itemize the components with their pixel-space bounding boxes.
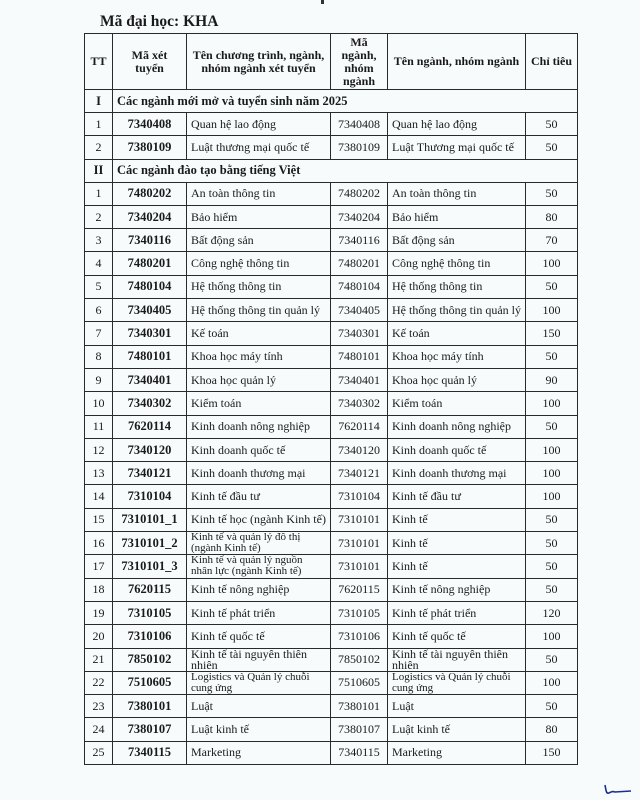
cell-ten-nganh: Kế toán <box>388 322 526 345</box>
table-row <box>85 322 578 345</box>
cell-chi-tieu: 50 <box>526 182 578 205</box>
cell-ma-xet-tuyen: 7310101_3 <box>113 555 187 578</box>
cell-ma-xet-tuyen: 7380101 <box>113 695 187 718</box>
table-row <box>85 368 578 391</box>
table-row <box>85 205 578 228</box>
cell-chi-tieu: 50 <box>526 555 578 578</box>
cell-ten-chuong-trinh: Kinh tế nông nghiệp <box>187 578 331 601</box>
cell-ten-chuong-trinh: Luật <box>187 695 331 718</box>
cell-ma-nganh: 7620114 <box>331 415 388 438</box>
header-tt: TT <box>85 34 113 90</box>
cell-ten-chuong-trinh: Luật kinh tế <box>187 718 331 741</box>
cell-ma-xet-tuyen: 7340120 <box>113 438 187 461</box>
table-row <box>85 578 578 601</box>
header-ten-nganh: Tên ngành, nhóm ngành <box>388 34 526 90</box>
cell-ma-xet-tuyen: 7310101_1 <box>113 508 187 531</box>
cell-ten-chuong-trinh: Hệ thống thông tin <box>187 275 331 298</box>
table-row <box>85 741 578 764</box>
cell-ten-nganh: Logistics và Quản lý chuỗi cung ứng <box>388 671 526 694</box>
cell-chi-tieu: 50 <box>526 345 578 368</box>
cell-ten-chuong-trinh: Luật thương mại quốc tế <box>187 136 331 159</box>
cell-ma-nganh: 7480201 <box>331 252 388 275</box>
cell-tt: 1 <box>85 182 113 205</box>
cell-ten-chuong-trinh: Khoa học máy tính <box>187 345 331 368</box>
cell-tt: 2 <box>85 205 113 228</box>
table-row <box>85 485 578 508</box>
cell-tt: 24 <box>85 718 113 741</box>
section-row <box>85 90 578 113</box>
cell-ma-xet-tuyen: 7620115 <box>113 578 187 601</box>
cell-ma-xet-tuyen: 7480104 <box>113 275 187 298</box>
cell-tt: 17 <box>85 555 113 578</box>
cell-ten-chuong-trinh: Kinh doanh thương mại <box>187 462 331 485</box>
cell-ma-xet-tuyen: 7480201 <box>113 252 187 275</box>
cell-chi-tieu: 100 <box>526 392 578 415</box>
cell-ten-nganh: Kinh doanh nông nghiệp <box>388 415 526 438</box>
cell-ten-nganh: Hệ thống thông tin <box>388 275 526 298</box>
table-row <box>85 462 578 485</box>
cell-tt: 18 <box>85 578 113 601</box>
admissions-table <box>84 33 578 765</box>
cell-ten-chuong-trinh: Logistics và Quản lý chuỗi cung ứng <box>187 671 331 694</box>
cell-ten-nganh: Luật Thương mại quốc tế <box>388 136 526 159</box>
header-ma-nganh: Mã ngành, nhóm ngành <box>331 34 388 90</box>
cell-ten-nganh: Kinh doanh quốc tế <box>388 438 526 461</box>
cell-ma-nganh: 7340401 <box>331 368 388 391</box>
cell-ten-nganh: Quan hệ lao động <box>388 113 526 136</box>
cell-chi-tieu: 50 <box>526 648 578 671</box>
cell-chi-tieu: 50 <box>526 578 578 601</box>
cell-chi-tieu: 100 <box>526 671 578 694</box>
section-title: Các ngành đào tạo bằng tiếng Việt <box>113 159 578 182</box>
cell-ma-xet-tuyen: 7380107 <box>113 718 187 741</box>
cell-ten-chuong-trinh: Kinh tế đầu tư <box>187 485 331 508</box>
section-numeral: I <box>85 90 113 113</box>
cell-ten-nganh: Khoa học máy tính <box>388 345 526 368</box>
cell-tt: 11 <box>85 415 113 438</box>
cell-ten-nganh: Kinh doanh thương mại <box>388 462 526 485</box>
cell-ten-nganh: Hệ thống thông tin quản lý <box>388 299 526 322</box>
cell-ma-nganh: 7340115 <box>331 741 388 764</box>
cell-ten-chuong-trinh: An toàn thông tin <box>187 182 331 205</box>
cell-ten-nganh: Kinh tế quốc tế <box>388 625 526 648</box>
cell-tt: 6 <box>85 299 113 322</box>
table-row <box>85 415 578 438</box>
cell-ten-chuong-trinh: Kinh tế và quản lý đô thị (ngành Kinh tế) <box>187 532 331 555</box>
cell-chi-tieu: 100 <box>526 252 578 275</box>
cell-tt: 15 <box>85 508 113 531</box>
header-ten-chuong-trinh: Tên chương trình, ngành, nhóm ngành xét tuyển <box>187 34 331 90</box>
cell-ma-xet-tuyen: 7340408 <box>113 113 187 136</box>
cell-chi-tieu: 100 <box>526 485 578 508</box>
cell-ten-chuong-trinh: Kinh tế học (ngành Kinh tế) <box>187 508 331 531</box>
table-row <box>85 182 578 205</box>
table-row <box>85 229 578 252</box>
cell-tt: 16 <box>85 532 113 555</box>
cell-chi-tieu: 50 <box>526 113 578 136</box>
cell-ma-xet-tuyen: 7380109 <box>113 136 187 159</box>
cell-ten-chuong-trinh: Kinh tế và quản lý nguồn nhân lực (ngành Kinh tế) <box>187 555 331 578</box>
cell-chi-tieu: 80 <box>526 205 578 228</box>
cell-ma-xet-tuyen: 7340301 <box>113 322 187 345</box>
cell-ma-nganh: 7340301 <box>331 322 388 345</box>
table-row <box>85 625 578 648</box>
section-row <box>85 159 578 182</box>
cell-ten-nganh: Kinh tế nông nghiệp <box>388 578 526 601</box>
cell-tt: 8 <box>85 345 113 368</box>
table-row <box>85 275 578 298</box>
cell-ten-chuong-trinh: Marketing <box>187 741 331 764</box>
table-row <box>85 113 578 136</box>
cell-ma-nganh: 7340204 <box>331 205 388 228</box>
table-row <box>85 508 578 531</box>
cell-tt: 3 <box>85 229 113 252</box>
table-row <box>85 345 578 368</box>
table-row <box>85 392 578 415</box>
cell-ma-nganh: 7340405 <box>331 299 388 322</box>
cell-tt: 19 <box>85 601 113 624</box>
cell-ma-nganh: 7340116 <box>331 229 388 252</box>
cell-tt: 23 <box>85 695 113 718</box>
cell-chi-tieu: 100 <box>526 625 578 648</box>
cell-ma-nganh: 7340408 <box>331 113 388 136</box>
table-row <box>85 601 578 624</box>
cell-chi-tieu: 120 <box>526 601 578 624</box>
cell-ten-nganh: Kinh tế phát triển <box>388 601 526 624</box>
cell-ma-xet-tuyen: 7340121 <box>113 462 187 485</box>
cell-chi-tieu: 80 <box>526 718 578 741</box>
cell-tt: 25 <box>85 741 113 764</box>
cell-chi-tieu: 50 <box>526 532 578 555</box>
cell-ten-chuong-trinh: Hệ thống thông tin quản lý <box>187 299 331 322</box>
cell-ma-xet-tuyen: 7480202 <box>113 182 187 205</box>
cell-ma-nganh: 7380107 <box>331 718 388 741</box>
cell-ma-nganh: 7510605 <box>331 671 388 694</box>
section-title: Các ngành mới mở và tuyển sinh năm 2025 <box>113 90 578 113</box>
cell-tt: 13 <box>85 462 113 485</box>
cell-tt: 21 <box>85 648 113 671</box>
cell-ten-chuong-trinh: Bất động sản <box>187 229 331 252</box>
cell-ma-nganh: 7850102 <box>331 648 388 671</box>
cell-chi-tieu: 100 <box>526 299 578 322</box>
cell-ten-nganh: Khoa học quản lý <box>388 368 526 391</box>
cell-ten-chuong-trinh: Kinh tế phát triển <box>187 601 331 624</box>
signature-mark <box>603 782 633 796</box>
cell-chi-tieu: 50 <box>526 275 578 298</box>
cell-ma-nganh: 7310106 <box>331 625 388 648</box>
cell-chi-tieu: 50 <box>526 508 578 531</box>
cell-ten-nganh: Kinh tế <box>388 532 526 555</box>
cell-ten-nganh: Kinh tế <box>388 555 526 578</box>
header-ma-xet-tuyen: Mã xét tuyển <box>113 34 187 90</box>
cell-ma-xet-tuyen: 7340116 <box>113 229 187 252</box>
cell-ma-xet-tuyen: 7340115 <box>113 741 187 764</box>
cell-ten-chuong-trinh: Khoa học quản lý <box>187 368 331 391</box>
cell-tt: 9 <box>85 368 113 391</box>
cell-ten-chuong-trinh: Kinh tế quốc tế <box>187 625 331 648</box>
table-row <box>85 648 578 671</box>
cell-chi-tieu: 100 <box>526 462 578 485</box>
cell-ma-xet-tuyen: 7480101 <box>113 345 187 368</box>
cell-chi-tieu: 100 <box>526 438 578 461</box>
cell-ma-nganh: 7480104 <box>331 275 388 298</box>
cell-chi-tieu: 90 <box>526 368 578 391</box>
cell-tt: 5 <box>85 275 113 298</box>
cell-tt: 2 <box>85 136 113 159</box>
cell-ten-chuong-trinh: Kinh doanh quốc tế <box>187 438 331 461</box>
table-row <box>85 671 578 694</box>
page-mark <box>321 0 324 4</box>
cell-chi-tieu: 50 <box>526 415 578 438</box>
cell-ma-nganh: 7340120 <box>331 438 388 461</box>
cell-tt: 1 <box>85 113 113 136</box>
cell-ma-nganh: 7310105 <box>331 601 388 624</box>
cell-ten-chuong-trinh: Kinh tế tài nguyên thiên nhiên <box>187 648 331 671</box>
cell-ten-nganh: Kinh tế đầu tư <box>388 485 526 508</box>
cell-ten-nganh: Kiểm toán <box>388 392 526 415</box>
cell-ma-xet-tuyen: 7620114 <box>113 415 187 438</box>
cell-ma-nganh: 7310104 <box>331 485 388 508</box>
cell-chi-tieu: 50 <box>526 695 578 718</box>
cell-ten-nganh: An toàn thông tin <box>388 182 526 205</box>
cell-chi-tieu: 70 <box>526 229 578 252</box>
cell-ten-nganh: Bất động sản <box>388 229 526 252</box>
cell-chi-tieu: 150 <box>526 322 578 345</box>
section-numeral: II <box>85 159 113 182</box>
header-chi-tieu: Chỉ tiêu <box>526 34 578 90</box>
cell-ma-nganh: 7620115 <box>331 578 388 601</box>
cell-ten-chuong-trinh: Quan hệ lao động <box>187 113 331 136</box>
table-row <box>85 695 578 718</box>
cell-tt: 22 <box>85 671 113 694</box>
cell-chi-tieu: 50 <box>526 136 578 159</box>
table-row <box>85 252 578 275</box>
table-row <box>85 718 578 741</box>
cell-ten-chuong-trinh: Kinh doanh nông nghiệp <box>187 415 331 438</box>
table-row <box>85 299 578 322</box>
cell-ten-nganh: Luật <box>388 695 526 718</box>
cell-ma-nganh: 7480101 <box>331 345 388 368</box>
cell-tt: 14 <box>85 485 113 508</box>
cell-ten-nganh: Luật kinh tế <box>388 718 526 741</box>
university-code-heading: Mã đại học: KHA <box>100 13 219 30</box>
cell-ma-xet-tuyen: 7310104 <box>113 485 187 508</box>
cell-ma-xet-tuyen: 7310106 <box>113 625 187 648</box>
table-row <box>85 438 578 461</box>
table-row <box>85 136 578 159</box>
table-row <box>85 555 578 578</box>
cell-ma-xet-tuyen: 7340405 <box>113 299 187 322</box>
cell-ten-nganh: Kinh tế tài nguyên thiên nhiên <box>388 648 526 671</box>
table-row <box>85 532 578 555</box>
cell-ten-nganh: Marketing <box>388 741 526 764</box>
cell-ten-nganh: Kinh tế <box>388 508 526 531</box>
cell-ten-nganh: Công nghệ thông tin <box>388 252 526 275</box>
cell-tt: 12 <box>85 438 113 461</box>
cell-ma-nganh: 7380101 <box>331 695 388 718</box>
cell-ten-chuong-trinh: Kế toán <box>187 322 331 345</box>
table-body <box>85 90 578 765</box>
cell-ma-xet-tuyen: 7510605 <box>113 671 187 694</box>
cell-ma-nganh: 7340121 <box>331 462 388 485</box>
cell-ten-chuong-trinh: Kiểm toán <box>187 392 331 415</box>
cell-ten-chuong-trinh: Bảo hiểm <box>187 205 331 228</box>
cell-ma-nganh: 7340302 <box>331 392 388 415</box>
cell-ma-nganh: 7310101 <box>331 508 388 531</box>
cell-tt: 10 <box>85 392 113 415</box>
cell-ma-xet-tuyen: 7340302 <box>113 392 187 415</box>
cell-ma-xet-tuyen: 7850102 <box>113 648 187 671</box>
cell-ten-chuong-trinh: Công nghệ thông tin <box>187 252 331 275</box>
cell-ma-xet-tuyen: 7340401 <box>113 368 187 391</box>
cell-ma-nganh: 7310101 <box>331 555 388 578</box>
cell-tt: 4 <box>85 252 113 275</box>
cell-ma-nganh: 7480202 <box>331 182 388 205</box>
cell-ten-nganh: Bảo hiểm <box>388 205 526 228</box>
cell-ma-nganh: 7310101 <box>331 532 388 555</box>
cell-ma-nganh: 7380109 <box>331 136 388 159</box>
cell-ma-xet-tuyen: 7340204 <box>113 205 187 228</box>
cell-tt: 7 <box>85 322 113 345</box>
cell-tt: 20 <box>85 625 113 648</box>
table-header-row <box>85 34 578 90</box>
cell-ma-xet-tuyen: 7310105 <box>113 601 187 624</box>
cell-chi-tieu: 150 <box>526 741 578 764</box>
cell-ma-xet-tuyen: 7310101_2 <box>113 532 187 555</box>
